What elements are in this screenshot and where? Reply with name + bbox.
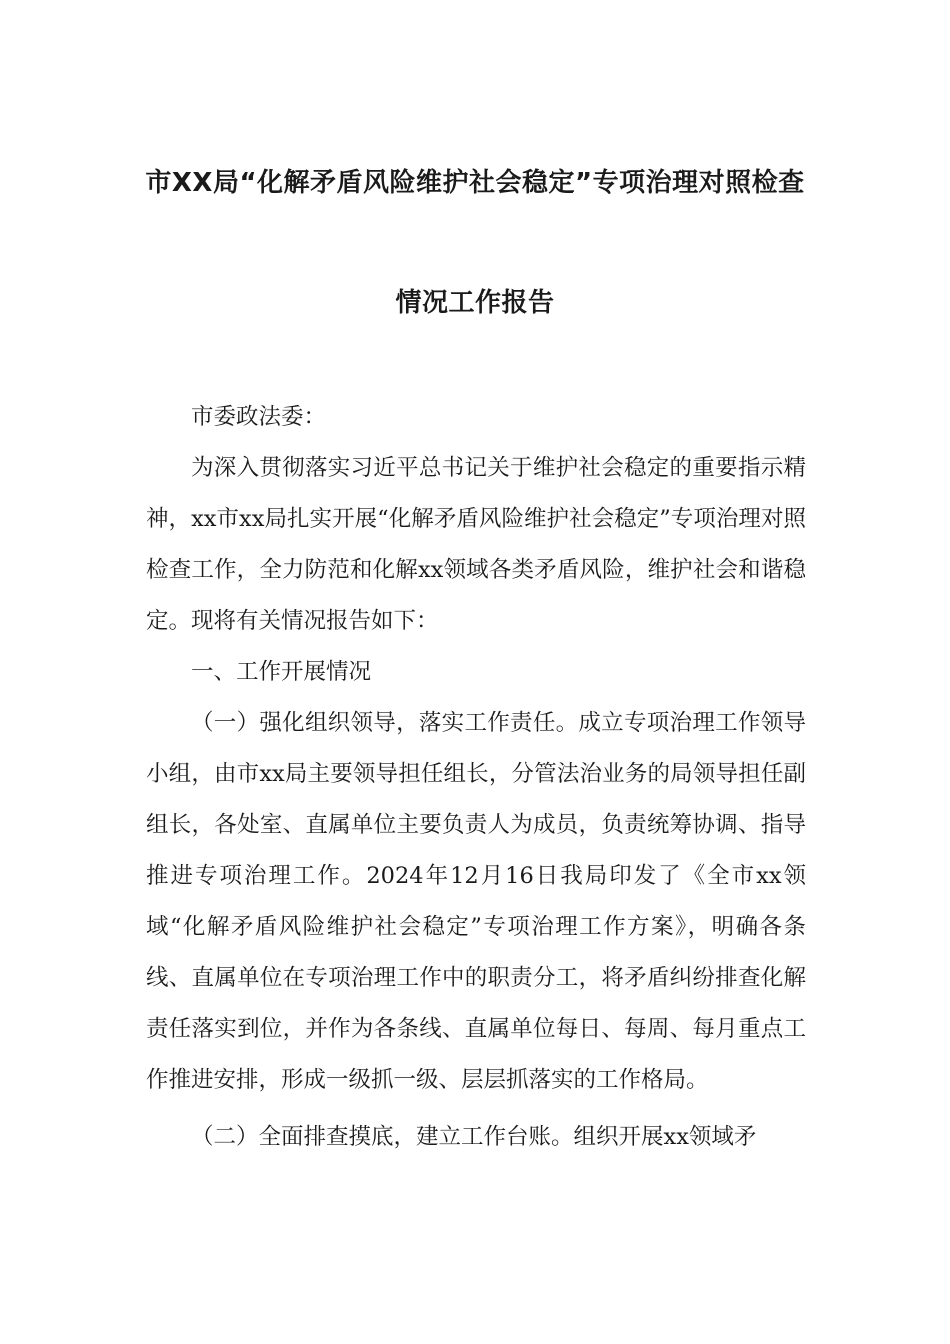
paragraph-subsection-2: （二）全面排查摸底，建立工作台账。组织开展xx领域矛 xyxy=(191,1124,757,1150)
document-body xyxy=(146,392,806,1163)
document-title-line-1: 市XX局“化解矛盾风险维护社会稳定”专项治理对照检查 xyxy=(145,168,805,198)
section-heading-1: 一、工作开展情况 xyxy=(191,659,372,685)
paragraph-intro: 为深入贯彻落实习近平总书记关于维护社会稳定的重要指示精神，xx市xx局扎实开展“化解矛盾风险维护社会稳定”专项治理对照检查工作，全力防范和化解xx领域各类矛盾风险，维护社会和谐稳定。现将有关情况报告如下： xyxy=(146,455,806,634)
salutation: 市委政法委： xyxy=(191,404,327,430)
document-title-line-2: 情况工作报告 xyxy=(395,288,555,318)
paragraph-subsection-1: （一）强化组织领导，落实工作责任。成立专项治理工作领导小组，由市xx局主要领导担任组长，分管法治业务的局领导担任副组长，各处室、直属单位主要负责人为成员，负责统筹协调、指导推进专项治理工作。2024年12月16日我局印发了《全市xx领域“化解矛盾风险维护社会稳定”专项治理工作方案》，明确各条线、直属单位在专项治理工作中的职责分工，将矛盾纠纷排查化解责任落实到位，并作为各条线、直属单位每日、每周、每月重点工作推进安排，形成一级抓一级、层层抓落实的工作格局。 xyxy=(146,710,806,1093)
